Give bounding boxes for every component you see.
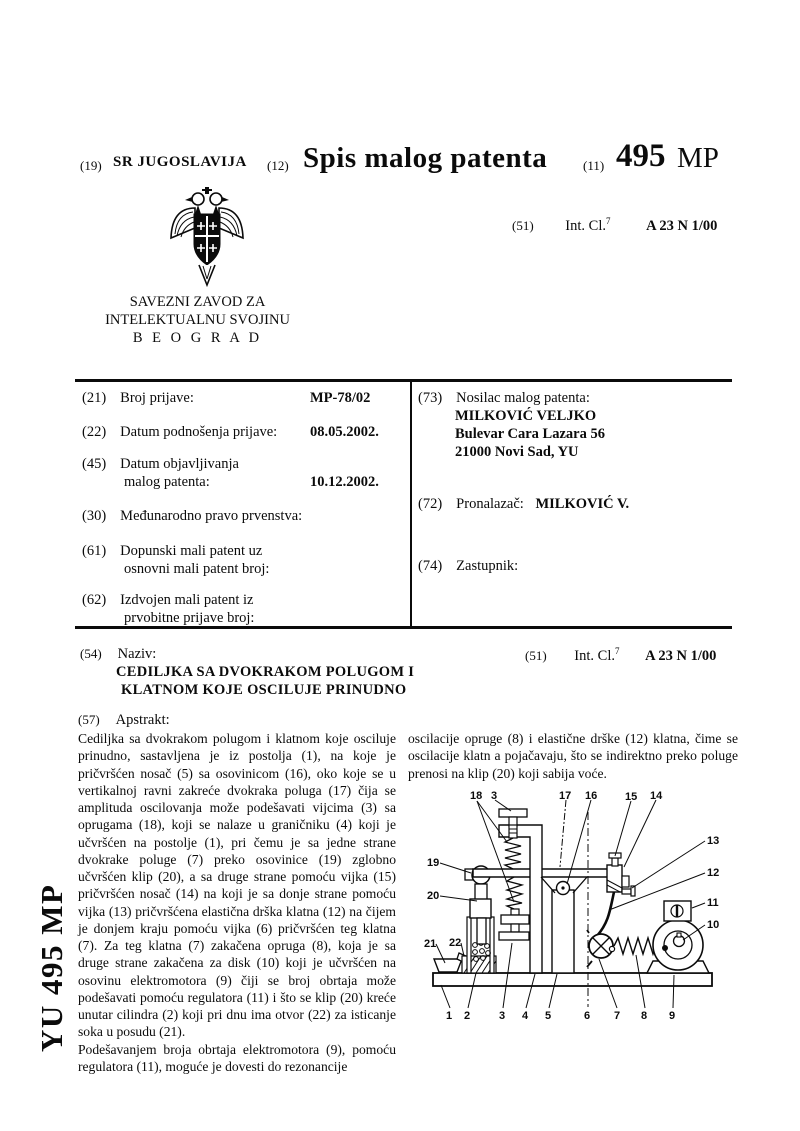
field-62: (62) Izdvojen mali patent iz xyxy=(82,592,254,608)
figure-label: 9 xyxy=(669,1010,676,1022)
table-divider xyxy=(410,379,412,629)
holder-name: MILKOVIĆ VELJKO xyxy=(455,408,597,424)
classification-line-top xyxy=(512,216,717,235)
double-eagle-emblem-icon xyxy=(168,186,246,291)
figure-label: 12 xyxy=(707,867,720,879)
field-30: (30) Međunarodno pravo prvenstva: xyxy=(82,508,303,524)
field-74: (74) Zastupnik: xyxy=(418,558,519,574)
figure-label: 10 xyxy=(707,919,720,931)
figure-label: 14 xyxy=(650,790,663,802)
inid-code-51: (51) xyxy=(512,217,534,233)
figure-label: 15 xyxy=(625,791,638,803)
field-22: (22) Datum podnošenja prijave: xyxy=(82,424,278,440)
figure-label: 21 xyxy=(424,938,437,950)
figure-label: 4 xyxy=(522,1010,529,1022)
figure-label: 19 xyxy=(427,857,440,869)
figure-label: 20 xyxy=(427,890,440,902)
field-73: (73) Nosilac malog patenta: xyxy=(418,390,590,406)
patent-number: 495 xyxy=(616,138,666,174)
field-21-value: MP-78/02 xyxy=(310,390,371,406)
country-name: SR JUGOSLAVIJA xyxy=(113,154,247,170)
holder-address-1: Bulevar Cara Lazara 56 xyxy=(455,426,605,442)
field-61-label2: osnovni mali patent broj: xyxy=(124,561,270,577)
field-57: (57) Apstrakt: xyxy=(78,712,170,728)
inid-code-51b: (51) xyxy=(525,647,547,663)
office-line-1: SAVEZNI ZAVOD ZA xyxy=(129,294,266,310)
patent-number-suffix: MP xyxy=(677,142,719,174)
figure-label: 22 xyxy=(449,937,462,949)
document-type-title: Spis malog patenta xyxy=(303,142,548,174)
field-45: (45) Datum objavljivanja xyxy=(82,456,239,472)
invention-title-line-2: KLATNOM KOJE OSCILUJE PRINUDNO xyxy=(121,682,407,698)
office-line-3: B E O G R A D xyxy=(132,330,263,346)
figure-label: 5 xyxy=(545,1010,552,1022)
figure-clamp xyxy=(607,853,635,896)
field-22-value: 08.05.2002. xyxy=(310,424,379,440)
office-line-2: INTELEKTUALNU SVOJINU xyxy=(105,312,290,328)
abstract-paragraph-3: oscilacije opruge (8) i elastične drške (12) klatna, čime se oscilacije klatn a pojačavaju, što se indirektno preko poluge prenosi na klip (20) koji sabija voće. xyxy=(408,731,738,781)
figure-limiter-assembly xyxy=(499,809,542,973)
table-top-rule xyxy=(75,379,732,382)
inventor-name: MILKOVIĆ V. xyxy=(535,496,630,512)
figure-drawing xyxy=(415,782,745,1035)
figure-label: 3 xyxy=(491,790,498,802)
figure-label: 13 xyxy=(707,835,720,847)
figure-pendulum xyxy=(587,892,615,967)
inid-code-11: (11) xyxy=(583,158,605,173)
intcl-label-b: Int. Cl.$^7$ xyxy=(574,646,620,664)
figure-label: 18 xyxy=(470,790,483,802)
side-publication-label: YU 495 MP xyxy=(34,883,69,1052)
field-61: (61) Dopunski mali patent uz xyxy=(82,543,263,559)
figure-label: 8 xyxy=(641,1010,648,1022)
intcl-label: Int. Cl.$^7$ xyxy=(565,216,611,234)
figure-motor xyxy=(647,901,709,973)
figure-label: 11 xyxy=(707,897,719,909)
figure-label: 3 xyxy=(499,1010,506,1022)
abstract-left-column xyxy=(78,730,396,1075)
intcl-value: A 23 N 1/00 xyxy=(646,217,718,234)
figure-label: 1 xyxy=(446,1010,453,1022)
figure-label: 7 xyxy=(614,1010,621,1022)
office-address xyxy=(80,293,315,347)
patent-figure xyxy=(415,782,745,1040)
inid-code-12: (12) xyxy=(267,158,289,173)
coat-of-arms xyxy=(168,186,246,296)
abstract-paragraph-2: Podešavanjem broja obrtaja elektromotora (9), pomoću regulatora (11), moguće je dovesti do rezonancije xyxy=(78,1041,396,1074)
abstract-right-column xyxy=(408,730,738,782)
holder-address-2: 21000 Novi Sad, YU xyxy=(455,444,579,460)
inid-code-19: (19) xyxy=(80,158,102,173)
figure-label: 16 xyxy=(585,790,598,802)
field-54: (54) Naziv: xyxy=(80,646,157,662)
figure-label: 17 xyxy=(559,790,572,802)
invention-title-line-1: CEDILJKA SA DVOKRAKOM POLUGOM I xyxy=(116,664,415,680)
abstract-paragraph-1: Cediljka sa dvokrakom polugom i klatnom koje osciluje prinudno, sastavljena je iz postolja (1), na koje je pričvršćen nosač (5) sa osovinicom (16), oko koje se u vertikalnoj ravni zakreće dvokraka poluga (17) čija se amplituda oscilovanja može podešavati vijcima (3) sa oprugama (18), koji se nalaze u graničniku (4) koji je učvršćen na postolje (1), pri čemu je sa jedne strane dvokrake poluge (7) preko osovinice (19) zglobno učvršćen klip (20), a sa druge strane pomoću vijka (15) pričvršćen nosač (14) na koji je sa donje strane pomoću vijka (13) pričvršćena elastična drška klatna (12) na čijem je donjem kraju pomoću vijka (6) pričvršćen teg klatna (7). Za teg klatna (7) zakačena opruga (8), koja je sa druge strane zakačena za disk (10) koji je učvršćen na osovinu elektromotora (9) čiji se broj obrtaja može podešavati pomoću regulatora (11) i što se klip (20) kreće unutar cilindra (2) koji pri dnu ima otvor (22) za isticanje soka u posudu (21). xyxy=(78,731,396,1040)
figure-label: 2 xyxy=(464,1010,471,1022)
classification-line-mid xyxy=(525,646,716,665)
field-45-value: 10.12.2002. xyxy=(310,474,379,490)
field-21: (21) Broj prijave: xyxy=(82,390,194,406)
field-62-label2: prvobitne prijave broj: xyxy=(124,610,255,626)
field-45-label2: malog patenta: xyxy=(124,474,210,490)
figure-label: 6 xyxy=(584,1010,591,1022)
figure-support xyxy=(541,877,587,973)
intcl-value-b: A 23 N 1/00 xyxy=(645,647,717,664)
field-72: (72) Pronalazač: MILKOVIĆ V. xyxy=(418,496,630,512)
